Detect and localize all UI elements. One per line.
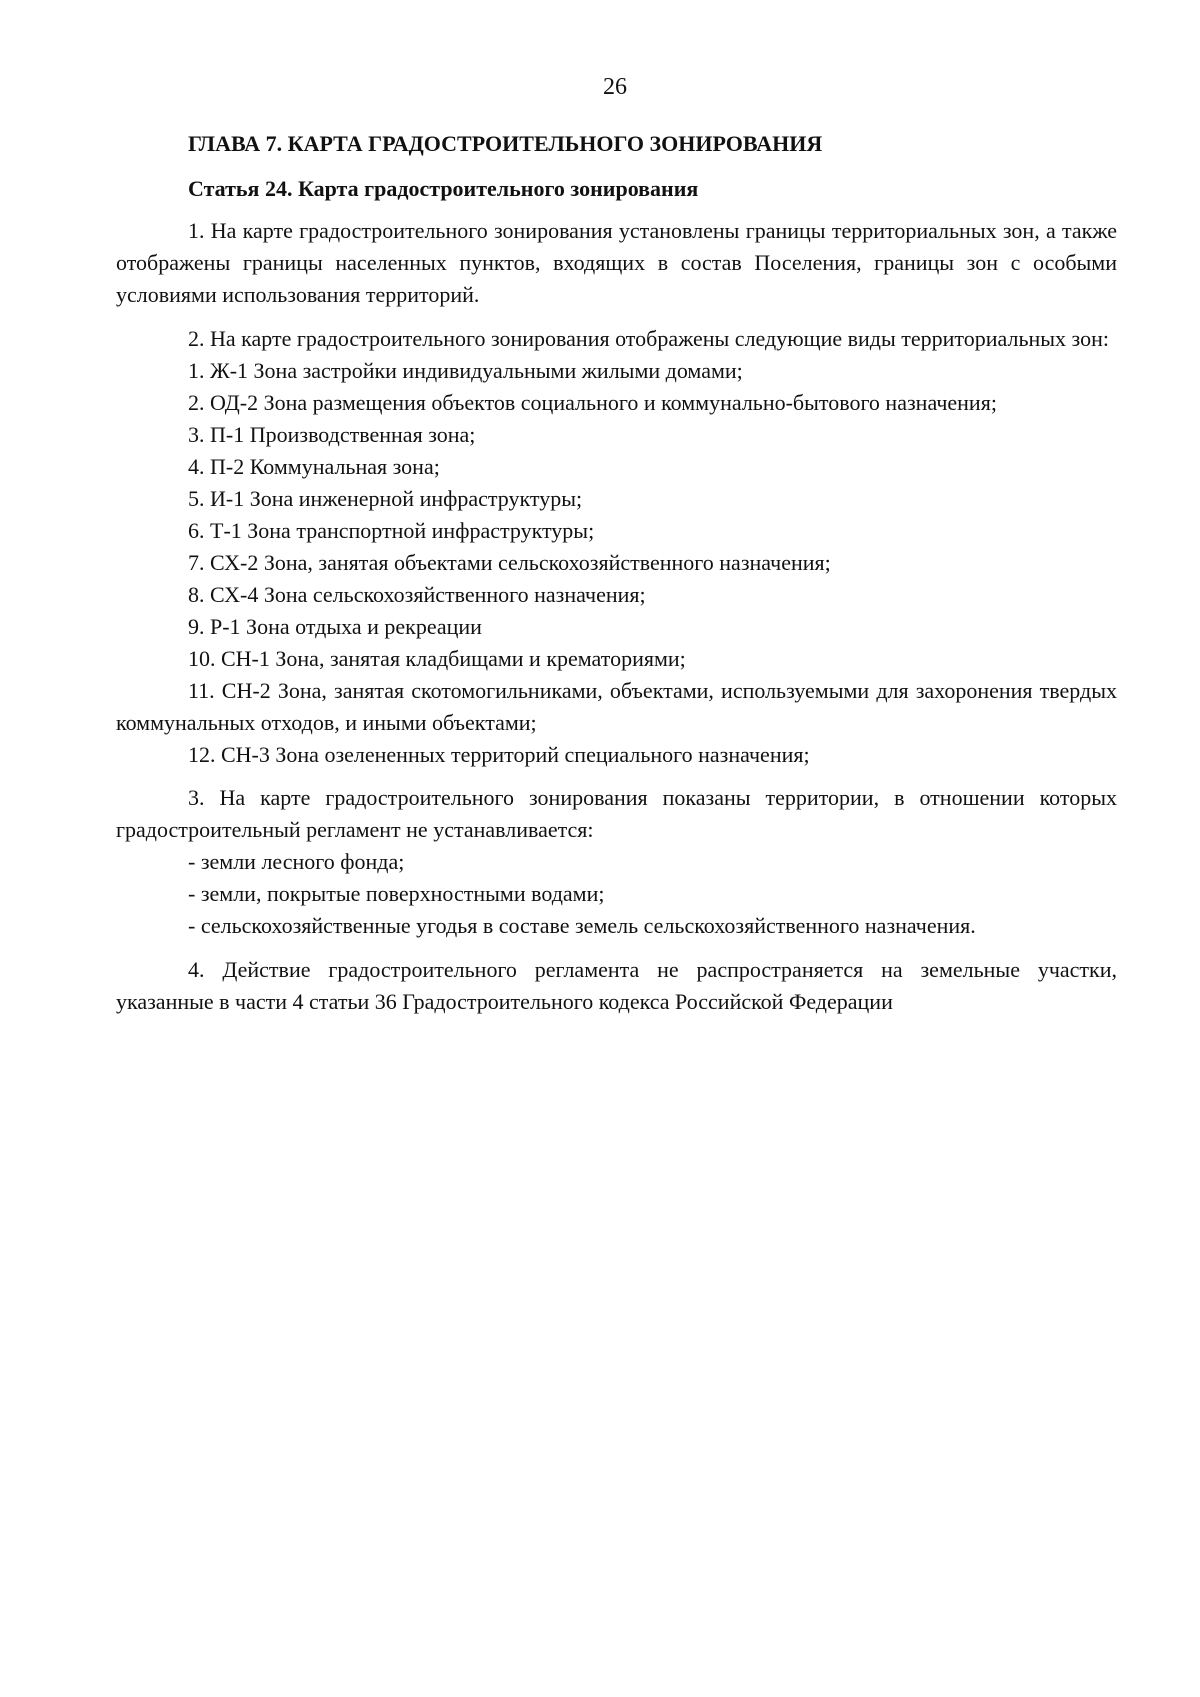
page-number: 26 [603, 74, 627, 100]
list-item: 6. Т-1 Зона транспортной инфраструктуры; [188, 518, 595, 543]
list-item: 3. П-1 Производственная зона; [188, 422, 476, 447]
list-item: 12. СН-3 Зона озелененных территорий специального назначения; [188, 742, 810, 767]
article-title: Статья 24. Карта градостроительного зонирования [188, 176, 699, 201]
list-item: - земли лесного фонда; [188, 849, 405, 874]
list-item: 10. СН-1 Зона, занятая кладбищами и крематориями; [188, 646, 686, 671]
paragraph-3: 3. На карте градостроительного зонирования показаны территории, в отношении которых градостроительный регламент не устанавливается: [116, 785, 1117, 842]
paragraph-2: 2. На карте градостроительного зонирования отображены следующие виды территориальных зон: [188, 326, 1109, 351]
list-item: 9. Р-1 Зона отдыха и рекреации [188, 614, 482, 639]
zone-list [116, 355, 1117, 771]
list-item: 8. СХ-4 Зона сельскохозяйственного назначения; [188, 582, 646, 607]
list-item: 5. И-1 Зона инженерной инфраструктуры; [188, 486, 583, 511]
list-item: 2. ОД-2 Зона размещения объектов социального и коммунально-бытового назначения; [188, 390, 997, 415]
paragraph-4: 4. Действие градостроительного регламента не распространяется на земельные участки, указанные в части 4 статьи 36 Градостроительного кодекса Российской Федерации [116, 957, 1117, 1014]
list-item: - сельскохозяйственные угодья в составе земель сельскохозяйственного назначения. [188, 913, 976, 938]
exempt-lands-list [116, 846, 1117, 942]
paragraph-1: 1. На карте градостроительного зонирования установлены границы территориальных зон, а также отображены границы населенных пунктов, входящих в состав Поселения, границы зон с особыми условиями использования территорий. [116, 218, 1117, 307]
list-item: 4. П-2 Коммунальная зона; [188, 454, 440, 479]
page-content [116, 128, 1117, 1018]
list-item: - земли, покрытые поверхностными водами; [188, 881, 605, 906]
list-item: 11. СН-2 Зона, занятая скотомогильниками, объектами, используемыми для захоронения твердых коммунальных отходов, и иными объектами; [116, 678, 1117, 735]
list-item: 1. Ж-1 Зона застройки индивидуальными жилыми домами; [188, 358, 743, 383]
chapter-title: ГЛАВА 7. КАРТА ГРАДОСТРОИТЕЛЬНОГО ЗОНИРОВАНИЯ [188, 131, 823, 156]
list-item: 7. СХ-2 Зона, занятая объектами сельскохозяйственного назначения; [188, 550, 831, 575]
